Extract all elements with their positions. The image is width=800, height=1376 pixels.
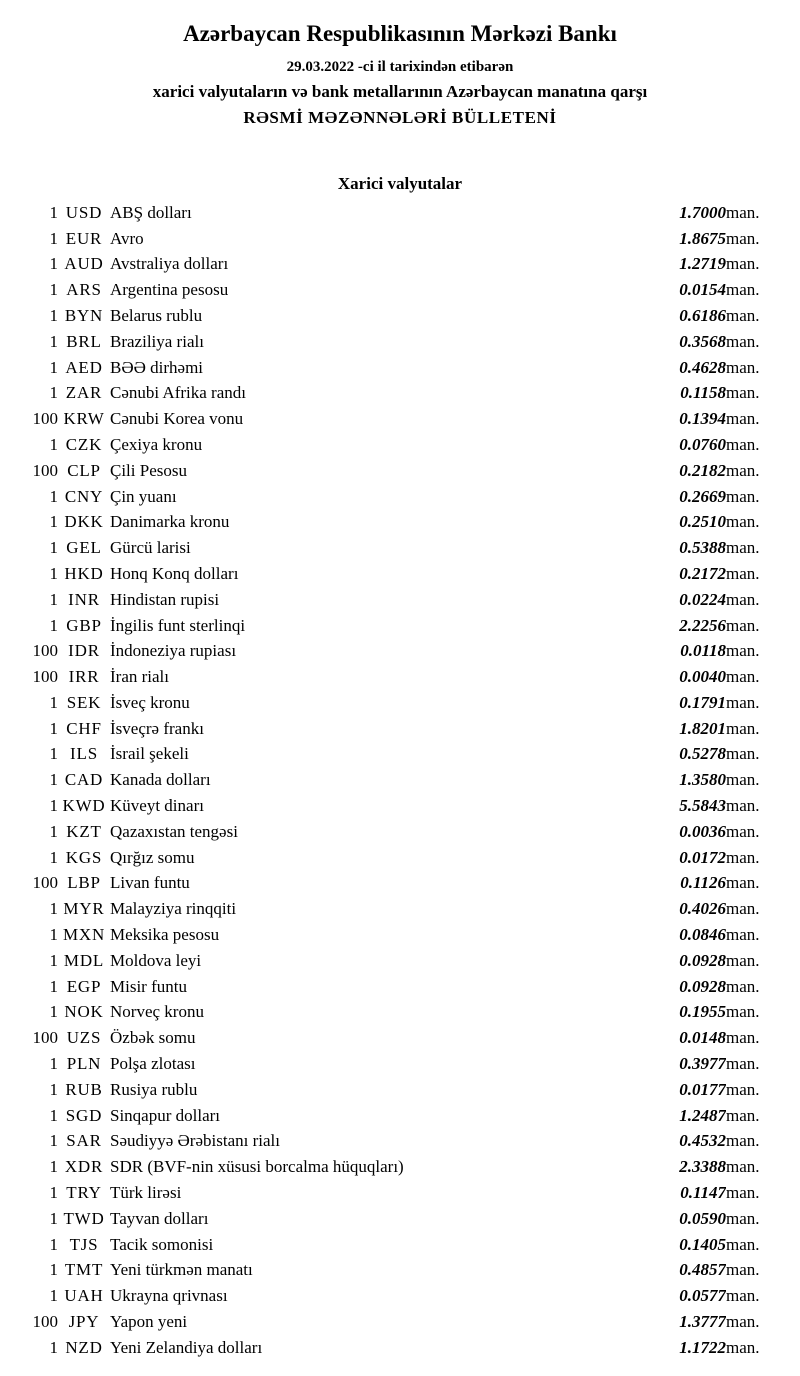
unit-label: man. [726, 1234, 760, 1254]
rate-value: 0.1394 [679, 409, 726, 429]
quantity-cell: 1 [49, 1234, 58, 1254]
rate-row [16, 1206, 784, 1232]
currency-code: BRL [66, 331, 102, 351]
currency-code: GBP [66, 615, 102, 635]
rate-value: 0.6186 [679, 305, 726, 325]
unit-label: man. [726, 305, 760, 325]
unit-label: man. [726, 925, 760, 945]
quantity-cell: 1 [49, 796, 58, 816]
quantity-cell: 1 [49, 486, 58, 506]
rate-row [16, 561, 784, 587]
unit-label: man. [726, 744, 760, 764]
quantity-cell: 100 [32, 1312, 58, 1332]
rate-value: 0.2510 [679, 512, 726, 532]
currency-code: JPY [68, 1312, 100, 1332]
unit-label: man. [726, 873, 760, 893]
currency-name: Braziliya rialı [110, 331, 204, 351]
currency-code: SEK [66, 692, 102, 712]
currency-name: Qazaxıstan tengəsi [110, 821, 238, 841]
unit-label: man. [726, 1337, 760, 1357]
currency-code: SGD [65, 1105, 103, 1125]
currency-code: GEL [66, 538, 102, 558]
rate-row [16, 587, 784, 613]
rate-row [16, 1051, 784, 1077]
quantity-cell: 1 [49, 770, 58, 790]
currency-name: Avro [110, 228, 144, 248]
unit-label: man. [726, 228, 760, 248]
quantity-cell: 1 [49, 1208, 58, 1228]
quantity-cell: 1 [49, 718, 58, 738]
currency-code: IRR [68, 667, 100, 687]
rate-value: 0.0928 [679, 950, 726, 970]
currency-name: Cənubi Afrika randı [110, 383, 246, 403]
currency-code: ILS [70, 744, 98, 764]
currency-name: Moldova leyi [110, 950, 202, 970]
currency-name: Avstraliya dolları [110, 254, 229, 274]
currency-code: CZK [65, 434, 103, 454]
currency-name: Çin yuanı [110, 486, 177, 506]
unit-label: man. [726, 383, 760, 403]
rate-value: 0.0036 [679, 821, 726, 841]
quantity-cell: 1 [49, 331, 58, 351]
currency-name: Çili Pesosu [110, 460, 187, 480]
currency-code: PLN [66, 1054, 102, 1074]
currency-name: Belarus rublu [110, 305, 203, 325]
unit-label: man. [726, 1079, 760, 1099]
unit-label: man. [726, 280, 760, 300]
unit-label: man. [726, 331, 760, 351]
quantity-cell: 1 [49, 1337, 58, 1357]
rate-row [16, 303, 784, 329]
quantity-cell: 1 [49, 925, 58, 945]
unit-label: man. [726, 1028, 760, 1048]
currency-code: UZS [66, 1028, 102, 1048]
rate-row [16, 200, 784, 226]
currency-name: Səudiyyə Ərəbistanı rialı [110, 1131, 280, 1151]
currency-code: MYR [63, 899, 105, 919]
rate-value: 0.0177 [679, 1079, 726, 1099]
unit-label: man. [726, 512, 760, 532]
rate-row [16, 741, 784, 767]
quantity-cell: 1 [49, 434, 58, 454]
rate-value: 0.0118 [680, 641, 726, 661]
unit-label: man. [726, 460, 760, 480]
quantity-cell: 100 [32, 667, 58, 687]
quantity-cell: 1 [49, 1002, 58, 1022]
unit-label: man. [726, 1312, 760, 1332]
currency-name: Danimarka kronu [110, 512, 230, 532]
rate-row [16, 1154, 784, 1180]
currency-code: TMT [64, 1260, 104, 1280]
rate-row [16, 432, 784, 458]
rate-row [16, 793, 784, 819]
quantity-cell: 1 [49, 1260, 58, 1280]
currency-name: SDR (BVF-nin xüsusi borcalma hüquqları) [110, 1157, 404, 1177]
currency-name: Türk lirəsi [110, 1183, 182, 1203]
currency-code: CAD [64, 770, 104, 790]
quantity-cell: 1 [49, 1079, 58, 1099]
rate-row [16, 329, 784, 355]
quantity-cell: 1 [49, 976, 58, 996]
rate-value: 0.3977 [679, 1054, 726, 1074]
unit-label: man. [726, 796, 760, 816]
rate-value: 0.0154 [679, 280, 726, 300]
rate-row [16, 1077, 784, 1103]
rate-row [16, 1257, 784, 1283]
quantity-cell: 1 [49, 1105, 58, 1125]
currency-code: SAR [66, 1131, 102, 1151]
currency-name: Kanada dolları [110, 770, 211, 790]
unit-label: man. [726, 1183, 760, 1203]
rate-value: 0.0172 [679, 847, 726, 867]
rate-row [16, 355, 784, 381]
rate-row [16, 277, 784, 303]
unit-label: man. [726, 563, 760, 583]
rate-row [16, 948, 784, 974]
quantity-cell: 1 [49, 538, 58, 558]
rate-value: 0.4026 [679, 899, 726, 919]
unit-label: man. [726, 538, 760, 558]
rate-value: 0.2182 [679, 460, 726, 480]
currency-name: Özbək somu [110, 1028, 196, 1048]
rate-row [16, 509, 784, 535]
rate-value: 1.7000 [679, 202, 726, 222]
rate-row [16, 690, 784, 716]
rate-row [16, 226, 784, 252]
currency-name: BƏƏ dirhəmi [110, 357, 204, 377]
quantity-cell: 1 [49, 563, 58, 583]
currency-code: BYN [64, 305, 104, 325]
currency-code: INR [68, 589, 100, 609]
rate-row [16, 484, 784, 510]
unit-label: man. [726, 667, 760, 687]
currency-name: Meksika pesosu [110, 925, 220, 945]
rate-value: 1.8201 [679, 718, 726, 738]
rate-value: 0.4532 [679, 1131, 726, 1151]
currency-code: DKK [64, 512, 104, 532]
currency-code: NOK [64, 1002, 104, 1022]
subtitle-line-2: RƏSMİ MƏZƏNNƏLƏRİ BÜLLETENİ [243, 107, 557, 127]
rate-row [16, 767, 784, 793]
currency-name: Tacik somonisi [110, 1234, 214, 1254]
quantity-cell: 1 [49, 280, 58, 300]
quantity-cell: 1 [49, 383, 58, 403]
currency-name: ABŞ dolları [110, 202, 192, 222]
page-title: Azərbaycan Respublikasının Mərkəzi Bankı [183, 21, 617, 46]
currency-name: Misir funtu [110, 976, 187, 996]
rate-value: 0.5388 [679, 538, 726, 558]
currency-code: KZT [66, 821, 102, 841]
unit-label: man. [726, 409, 760, 429]
rate-value: 0.2172 [679, 563, 726, 583]
rate-value: 1.2719 [679, 254, 726, 274]
rate-row [16, 664, 784, 690]
currency-code: RUB [65, 1079, 103, 1099]
rate-row [16, 999, 784, 1025]
rate-row [16, 845, 784, 871]
currency-code: CNY [64, 486, 104, 506]
rate-row [16, 1180, 784, 1206]
rate-value: 0.0577 [679, 1286, 726, 1306]
currency-code: CLP [67, 460, 101, 480]
currency-code: EGP [66, 976, 102, 996]
unit-label: man. [726, 641, 760, 661]
unit-label: man. [726, 486, 760, 506]
rate-value: 0.1955 [679, 1002, 726, 1022]
quantity-cell: 100 [32, 409, 58, 429]
subtitle-line-1: xarici valyutaların və bank metallarının Azərbaycan manatına qarşı [152, 81, 648, 101]
exchange-rates-table [16, 200, 784, 1361]
rate-row [16, 251, 784, 277]
rate-row [16, 870, 784, 896]
currency-code: XDR [64, 1157, 104, 1177]
quantity-cell: 1 [49, 1157, 58, 1177]
quantity-cell: 100 [32, 460, 58, 480]
currency-name: Malayziya rinqqiti [110, 899, 237, 919]
quantity-cell: 1 [49, 202, 58, 222]
unit-label: man. [726, 770, 760, 790]
quantity-cell: 100 [32, 641, 58, 661]
quantity-cell: 1 [49, 950, 58, 970]
currency-name: Livan funtu [110, 873, 190, 893]
currency-name: Qırğız somu [110, 847, 195, 867]
rate-row [16, 535, 784, 561]
quantity-cell: 1 [49, 821, 58, 841]
rate-row [16, 406, 784, 432]
currency-code: ARS [66, 280, 102, 300]
unit-label: man. [726, 692, 760, 712]
unit-label: man. [726, 1054, 760, 1074]
unit-label: man. [726, 434, 760, 454]
currency-name: Gürcü larisi [110, 538, 191, 558]
currency-code: KWD [62, 796, 106, 816]
rate-value: 1.1722 [679, 1337, 726, 1357]
unit-label: man. [726, 1260, 760, 1280]
rate-value: 0.3568 [679, 331, 726, 351]
currency-name: Norveç kronu [110, 1002, 204, 1022]
quantity-cell: 100 [32, 873, 58, 893]
quantity-cell: 1 [49, 1054, 58, 1074]
rate-value: 0.4628 [679, 357, 726, 377]
rate-row [16, 1309, 784, 1335]
bulletin-header [16, 20, 784, 128]
quantity-cell: 1 [49, 847, 58, 867]
currency-name: Yeni türkmən manatı [110, 1260, 253, 1280]
rate-value: 1.8675 [679, 228, 726, 248]
rate-row [16, 1025, 784, 1051]
rate-row [16, 974, 784, 1000]
quantity-cell: 1 [49, 692, 58, 712]
currency-name: İran rialı [110, 667, 169, 687]
currency-code: KRW [63, 409, 105, 429]
rate-value: 0.1405 [679, 1234, 726, 1254]
currency-name: Cənubi Korea vonu [110, 409, 244, 429]
currency-code: UAH [64, 1286, 104, 1306]
currency-code: TJS [69, 1234, 99, 1254]
quantity-cell: 1 [49, 1183, 58, 1203]
currency-name: Argentina pesosu [110, 280, 229, 300]
unit-label: man. [726, 1105, 760, 1125]
currency-name: Yapon yeni [110, 1312, 188, 1332]
currency-code: AED [65, 357, 103, 377]
rate-value: 0.5278 [679, 744, 726, 764]
currency-code: AUD [64, 254, 104, 274]
currency-name: İndoneziya rupiası [110, 641, 237, 661]
section-title: Xarici valyutalar [337, 173, 463, 193]
currency-name: Sinqapur dolları [110, 1105, 221, 1125]
currency-name: Tayvan dolları [110, 1208, 209, 1228]
currency-name: Hindistan rupisi [110, 589, 220, 609]
unit-label: man. [726, 718, 760, 738]
currency-code: HKD [64, 563, 104, 583]
rate-row [16, 638, 784, 664]
unit-label: man. [726, 1002, 760, 1022]
rate-value: 1.2487 [679, 1105, 726, 1125]
currency-name: Ukrayna qrivnası [110, 1286, 228, 1306]
unit-label: man. [726, 847, 760, 867]
rate-row [16, 716, 784, 742]
rate-value: 0.2669 [679, 486, 726, 506]
rate-value: 0.4857 [679, 1260, 726, 1280]
quantity-cell: 1 [49, 615, 58, 635]
currency-code: KGS [65, 847, 103, 867]
effective-date-line: 29.03.2022 -ci il tarixindən etibarən [286, 58, 514, 75]
unit-label: man. [726, 254, 760, 274]
unit-label: man. [726, 821, 760, 841]
unit-label: man. [726, 1131, 760, 1151]
unit-label: man. [726, 1286, 760, 1306]
rate-row [16, 1128, 784, 1154]
quantity-cell: 1 [49, 589, 58, 609]
currency-name: Polşa zlotası [110, 1054, 196, 1074]
unit-label: man. [726, 950, 760, 970]
rate-value: 0.1126 [680, 873, 726, 893]
currency-code: USD [65, 202, 103, 222]
currency-code: MDL [63, 950, 105, 970]
currency-code: EUR [65, 228, 103, 248]
rate-row [16, 1232, 784, 1258]
rate-value: 0.0928 [679, 976, 726, 996]
unit-label: man. [726, 615, 760, 635]
unit-label: man. [726, 1157, 760, 1177]
currency-code: CHF [66, 718, 102, 738]
rate-row [16, 380, 784, 406]
unit-label: man. [726, 357, 760, 377]
quantity-cell: 1 [49, 305, 58, 325]
rate-row [16, 1335, 784, 1361]
quantity-cell: 100 [32, 1028, 58, 1048]
unit-label: man. [726, 976, 760, 996]
quantity-cell: 1 [49, 1286, 58, 1306]
currency-name: İsrail şekeli [110, 744, 189, 764]
currency-name: Çexiya kronu [110, 434, 203, 454]
currency-code: TWD [63, 1208, 105, 1228]
rate-row [16, 896, 784, 922]
currency-name: Yeni Zelandiya dolları [110, 1337, 263, 1357]
rate-value: 0.0846 [679, 925, 726, 945]
quantity-cell: 1 [49, 899, 58, 919]
rate-value: 0.0224 [679, 589, 726, 609]
quantity-cell: 1 [49, 1131, 58, 1151]
rate-row [16, 1283, 784, 1309]
currency-code: NZD [65, 1337, 103, 1357]
rate-value: 1.3580 [679, 770, 726, 790]
currency-name: Honq Konq dolları [110, 563, 239, 583]
rate-value: 0.0590 [679, 1208, 726, 1228]
rate-value: 2.2256 [679, 615, 726, 635]
unit-label: man. [726, 589, 760, 609]
rate-row [16, 1103, 784, 1129]
currency-name: Rusiya rublu [110, 1079, 198, 1099]
currency-code: IDR [68, 641, 100, 661]
quantity-cell: 1 [49, 254, 58, 274]
quantity-cell: 1 [49, 512, 58, 532]
rate-value: 0.1158 [680, 383, 726, 403]
currency-name: İsveçrə frankı [110, 718, 204, 738]
currency-name: Küveyt dinarı [110, 796, 204, 816]
currency-code: LBP [67, 873, 101, 893]
currency-code: MXN [62, 925, 106, 945]
rate-value: 0.1147 [680, 1183, 726, 1203]
rate-value: 1.3777 [679, 1312, 726, 1332]
rate-row [16, 819, 784, 845]
rate-row [16, 922, 784, 948]
currency-code: ZAR [65, 383, 103, 403]
rate-row [16, 458, 784, 484]
currency-code: TRY [66, 1183, 102, 1203]
rate-value: 0.0760 [679, 434, 726, 454]
rate-value: 5.5843 [679, 796, 726, 816]
currency-name: İngilis funt sterlinqi [110, 615, 246, 635]
unit-label: man. [726, 899, 760, 919]
unit-label: man. [726, 202, 760, 222]
currency-name: İsveç kronu [110, 692, 190, 712]
quantity-cell: 1 [49, 228, 58, 248]
rate-value: 0.0148 [679, 1028, 726, 1048]
unit-label: man. [726, 1208, 760, 1228]
rate-value: 0.0040 [679, 667, 726, 687]
quantity-cell: 1 [49, 357, 58, 377]
rate-value: 2.3388 [679, 1157, 726, 1177]
rate-row [16, 613, 784, 639]
quantity-cell: 1 [49, 744, 58, 764]
rate-value: 0.1791 [679, 692, 726, 712]
rates-table-body [16, 200, 784, 1361]
